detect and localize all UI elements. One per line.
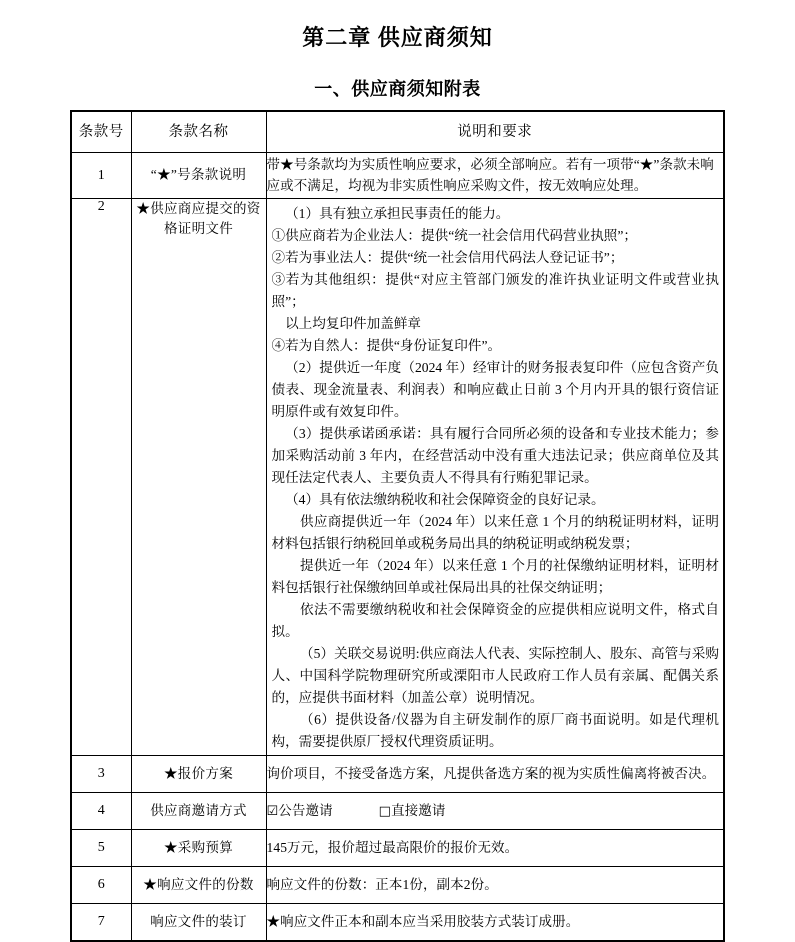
row-clause-description: 带★号条款均为实质性响应要求，必须全部响应。若有一项带“★”条款未响应或不满足，均视为非实质性响应采购文件，按无效响应处理。 <box>266 153 724 199</box>
row-number: 7 <box>71 904 131 941</box>
checkbox-direct-invitation-label: 直接邀请 <box>391 802 446 818</box>
qualification-item: （4）具有依法缴纳税收和社会保障资金的良好记录。 <box>285 492 605 507</box>
row-number: 5 <box>71 830 131 867</box>
page-title: 第二章 供应商须知 <box>302 25 493 50</box>
row-clause-description: 询价项目，不接受备选方案，凡提供备选方案的视为实质性偏离将被否决。 <box>266 756 724 793</box>
row-number: 4 <box>71 793 131 830</box>
row-clause-description: ★响应文件正本和副本应当采用胶装方式装订成册。 <box>266 904 724 941</box>
qualification-item: ③若为其他组织：提供“对应主管部门颁发的准许执业证明文件或营业执照”； <box>271 272 719 309</box>
qualification-item: ①供应商若为企业法人：提供“统一社会信用代码营业执照”； <box>271 228 638 243</box>
row-clause-name: ★响应文件的份数 <box>131 867 266 904</box>
checkbox-public-announcement-label: 公告邀请 <box>278 802 333 818</box>
row-clause-description: 响应文件的份数：正本1份，副本2份。 <box>266 867 724 904</box>
row-number: 6 <box>71 867 131 904</box>
table-header-row <box>71 111 724 153</box>
table-row <box>71 867 724 904</box>
section-heading: 一、供应商须知附表 <box>314 78 481 99</box>
qualification-item: （5）关联交易说明:供应商法人代表、实际控制人、股东、高管与采购人、中国科学院物理研究所或溧阳市人民政府工作人员有亲属、配偶关系的，应提供书面材料（加盖公章）说明情况。 <box>271 646 719 705</box>
table-row <box>71 199 724 756</box>
supplier-notice-table-wrapper <box>70 110 723 942</box>
table-row <box>71 904 724 941</box>
column-header-clause-no: 条款号 <box>71 111 131 153</box>
invitation-method-options <box>266 793 724 830</box>
qualification-item: （3）提供承诺函承诺：具有履行合同所必须的设备和专业技术能力；参加采购活动前 3 年内，在经营活动中没有重大违法记录；供应商单位及其现任法定代表人、主要负责人不得具有行贿犯罪记录。 <box>271 426 719 485</box>
row-clause-name: “★”号条款说明 <box>131 153 266 199</box>
row-clause-name: ★采购预算 <box>131 830 266 867</box>
table-row <box>71 793 724 830</box>
qualification-item: 依法不需要缴纳税收和社会保障资金的应提供相应说明文件，格式自拟。 <box>271 602 719 639</box>
row-number: 3 <box>71 756 131 793</box>
qualification-item: ②若为事业法人：提供“统一社会信用代码法人登记证书”； <box>271 250 624 265</box>
checkbox-direct-invitation[interactable]: □ <box>378 803 392 819</box>
row-clause-description: 145万元，报价超过最高限价的报价无效。 <box>266 830 724 867</box>
qualification-item: （6）提供设备/仪器为自主研发制作的原厂商书面说明。如是代理机构，需要提供原厂授权代理资质证明。 <box>271 712 719 749</box>
table-row <box>71 756 724 793</box>
qualification-item: （1）具有独立承担民事责任的能力。 <box>285 206 510 221</box>
qualification-item: 提供近一年（2024 年）以来任意 1 个月的社保缴纳证明材料，证明材料包括银行社保缴纳回单或社保局出具的社保交纳证明； <box>271 558 719 595</box>
qualification-item: 以上均复印件加盖鲜章 <box>285 316 422 331</box>
qualification-item: 供应商提供近一年（2024 年）以来任意 1 个月的纳税证明材料，证明材料包括银行纳税回单或税务局出具的纳税证明或纳税发票； <box>271 514 719 551</box>
row-clause-description <box>266 199 724 756</box>
row-clause-name: ★供应商应提交的资格证明文件 <box>131 199 266 756</box>
row-clause-name: ★报价方案 <box>131 756 266 793</box>
checkbox-public-announcement[interactable]: ☑ <box>266 803 279 819</box>
table-row <box>71 830 724 867</box>
qualification-item: ④若为自然人：提供“身份证复印件”。 <box>271 338 502 353</box>
row-clause-name: 响应文件的装订 <box>131 904 266 941</box>
row-clause-name: 供应商邀请方式 <box>131 793 266 830</box>
supplier-notice-table <box>70 110 725 942</box>
row-number: 1 <box>71 153 131 199</box>
qualification-documents-list <box>267 199 724 755</box>
table-row <box>71 153 724 199</box>
column-header-clause-desc: 说明和要求 <box>266 111 724 153</box>
qualification-item: （2）提供近一年度（2024 年）经审计的财务报表复印件（应包含资产负债表、现金流量表、利润表）和响应截止日前 3 个月内开具的银行资信证明原件或有效复印件。 <box>271 360 719 419</box>
column-header-clause-name: 条款名称 <box>131 111 266 153</box>
row-number: 2 <box>71 199 131 756</box>
